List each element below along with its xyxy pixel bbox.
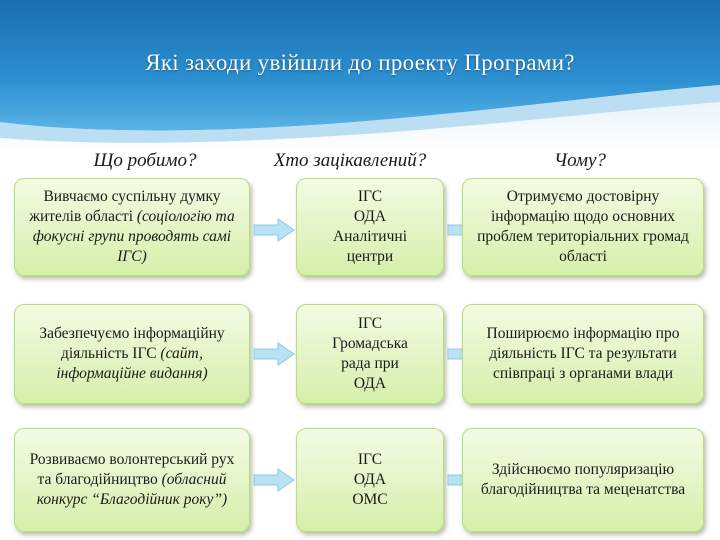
who-box-1 <box>296 178 444 276</box>
why-box-1 <box>462 178 704 276</box>
what-note-2: (сайт, інформаційне видання) <box>56 345 208 382</box>
what-box-3 <box>14 428 250 532</box>
header-band <box>0 0 720 150</box>
what-note-1: (соціологію та фокусні групи проводять самі ІГС) <box>32 208 235 265</box>
who-line: ІГС <box>357 451 383 468</box>
who-box-2 <box>296 304 444 404</box>
who-box-3 <box>296 428 444 532</box>
why-text-2: Поширюємо інформацію про діяльність ІГС та результати співпраці з органами влади <box>486 325 680 382</box>
what-box-2 <box>14 304 250 404</box>
column-header-who: Хто зацікавлений? <box>273 150 427 171</box>
who-line: ОМС <box>352 491 388 508</box>
who-line: ОДА <box>353 471 387 488</box>
what-text-1: Вивчаємо суспільну думку жителів області <box>29 188 221 225</box>
why-text-3: Здійснюємо популяризацію благодійництва та меценатства <box>480 461 686 498</box>
what-text-3: Розвиваємо волонтерський рух та благодійництво <box>29 451 235 488</box>
who-line: рада при <box>341 355 399 372</box>
who-line: ОДА <box>353 375 387 392</box>
column-header-what: Що робимо? <box>93 150 197 171</box>
who-line: ІГС <box>357 188 383 205</box>
column-header-why: Чому? <box>554 150 606 171</box>
arrow-right-icon <box>252 467 296 493</box>
what-box-1 <box>14 178 250 276</box>
arrow-right-icon <box>252 341 296 367</box>
what-note-3: (обласний конкурс “Благодійник року”) <box>36 471 228 508</box>
who-line: Аналітичні <box>332 228 407 245</box>
what-text-2: Забезпечуємо інформаційну діяльність ІГС <box>39 325 225 362</box>
who-line: ОДА <box>353 208 387 225</box>
who-line: ІГС <box>357 315 383 332</box>
why-text-1: Отримуємо достовірну інформацію щодо основних проблем територіальних громад області <box>477 188 689 265</box>
who-line: Громадська <box>332 335 408 352</box>
page-title: Які заходи увійшли до проекту Програми? <box>145 50 575 75</box>
who-line: центри <box>346 248 394 265</box>
arrow-right-icon <box>252 217 296 243</box>
why-box-2 <box>462 304 704 404</box>
why-box-3 <box>462 428 704 532</box>
